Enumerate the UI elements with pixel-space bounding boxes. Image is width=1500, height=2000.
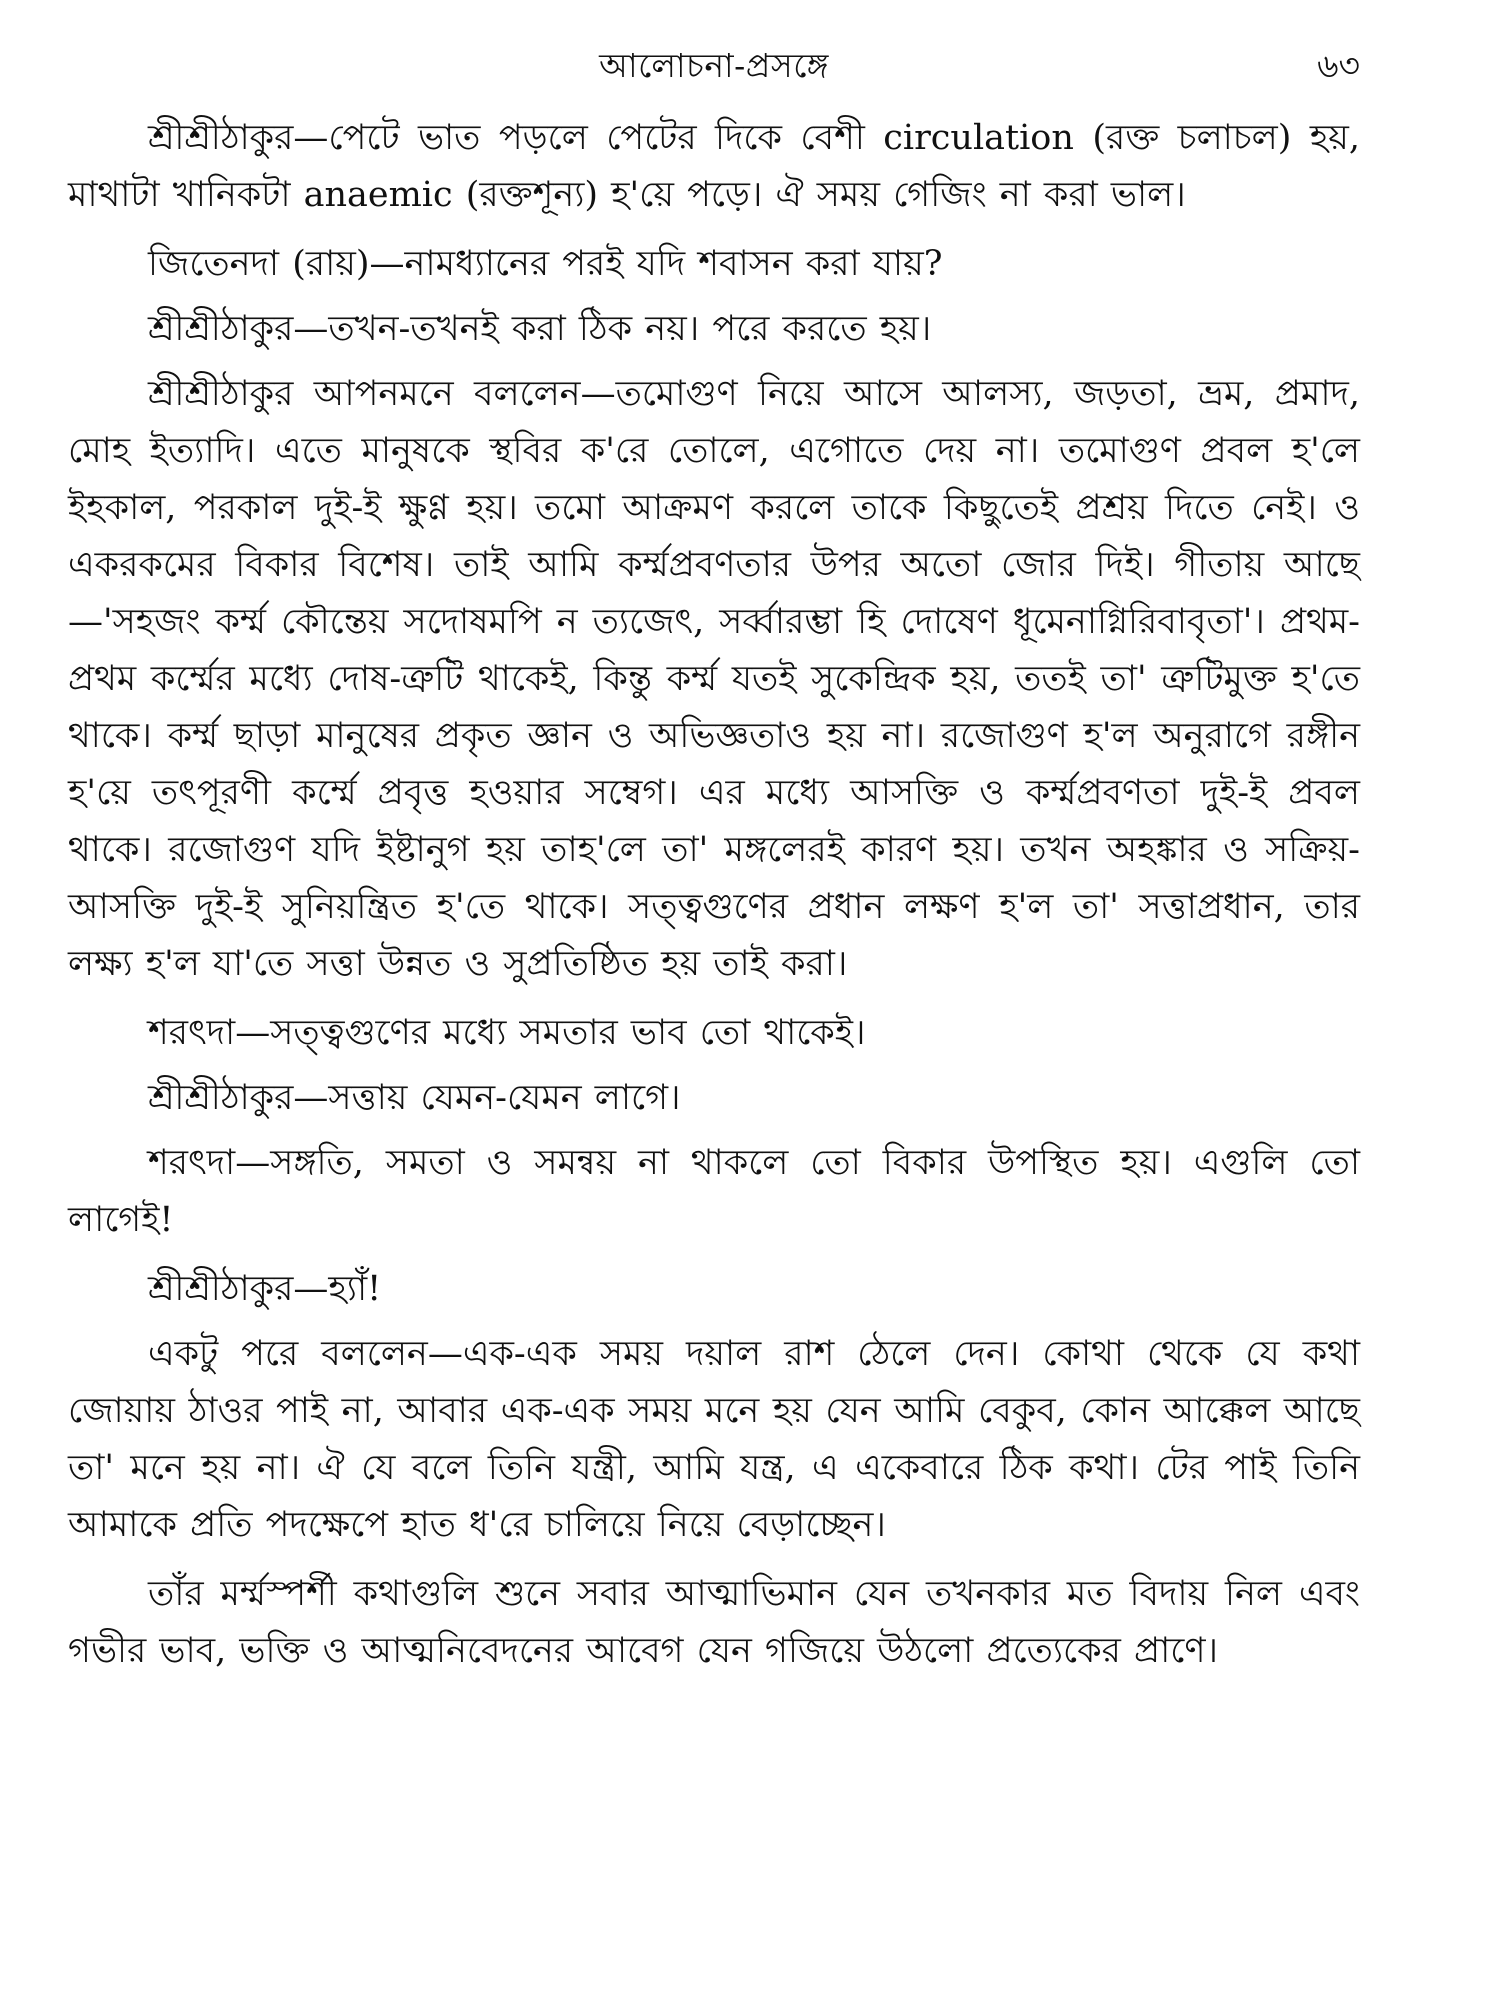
- running-header: [68, 36, 1360, 96]
- paragraph: তাঁর মর্ম্মস্পর্শী কথাগুলি শুনে সবার আত্মাভিমান যেন তখনকার মত বিদায় নিল এবং গভীর ভাব, ভক্তি ও আত্মনিবেদনের আবেগ যেন গজিয়ে উঠলো প্রত্যেকের প্রাণে।: [68, 1574, 1360, 1671]
- paragraph: শ্রীশ্রীঠাকুর—তখন-তখনই করা ঠিক নয়। পরে করতে হয়।: [148, 309, 932, 349]
- page-number: ৬৩: [1317, 46, 1360, 85]
- running-title: আলোচনা-প্রসঙ্গে: [599, 46, 829, 85]
- body-text: [68, 110, 1360, 1680]
- paragraph: একটু পরে বললেন—এক-এক সময় দয়াল রাশ ঠেলে দেন। কোথা থেকে যে কথা জোয়ায় ঠাওর পাই না, আবার এক-এক সময় মনে হয় যেন আমি বেকুব, কোন আক্কেল আছে তা' মনে হয় না। ঐ যে বলে তিনি যন্ত্রী, আমি যন্ত্র, এ একেবারে ঠিক কথা। টের পাই তিনি আমাকে প্রতি পদক্ষেপে হাত ধ'রে চালিয়ে নিয়ে বেড়াচ্ছেন।: [68, 1334, 1360, 1545]
- paragraph: শ্রীশ্রীঠাকুর—পেটে ভাত পড়লে পেটের দিকে বেশী circulation (রক্ত চলাচল) হয়, মাথাটা খানিকটা anaemic (রক্তশূন্য) হ'য়ে পড়ে। ঐ সময় গেজিং না করা ভাল।: [68, 118, 1360, 215]
- paragraph: শ্রীশ্রীঠাকুর—হ্যাঁ!: [148, 1269, 382, 1309]
- paragraph: শ্রীশ্রীঠাকুর—সত্তায় যেমন-যেমন লাগে।: [148, 1078, 681, 1118]
- paragraph: শ্রীশ্রীঠাকুর আপনমনে বললেন—তমোগুণ নিয়ে আসে আলস্য, জড়তা, ভ্রম, প্রমাদ, মোহ ইত্যাদি। এতে মানুষকে স্থবির ক'রে তোলে, এগোতে দেয় না। তমোগুণ প্রবল হ'লে ইহকাল, পরকাল দুই-ই ক্ষুণ্ণ হয়। তমো আক্রমণ করলে তাকে কিছুতেই প্রশ্রয় দিতে নেই। ও একরকমের বিকার বিশেষ। তাই আমি কর্ম্মপ্রবণতার উপর অতো জোর দিই। গীতায় আছে—'সহজং কর্ম্ম কৌন্তেয় সদোষমপি ন ত্যজেৎ, সর্ব্বারম্ভা হি দোষেণ ধূমেনাগ্নিরিবাবৃতা'। প্রথম-প্রথম কর্ম্মের মধ্যে দোষ-ত্রুটি থাকেই, কিন্তু কর্ম্ম যতই সুকেন্দ্রিক হয়, ততই তা' ত্রুটিমুক্ত হ'তে থাকে। কর্ম্ম ছাড়া মানুষের প্রকৃত জ্ঞান ও অভিজ্ঞতাও হয় না। রজোগুণ হ'ল অনুরাগে রঙ্গীন হ'য়ে তৎপূরণী কর্ম্মে প্রবৃত্ত হওয়ার সম্বেগ। এর মধ্যে আসক্তি ও কর্ম্মপ্রবণতা দুই-ই প্রবল থাকে। রজোগুণ যদি ইষ্টানুগ হয় তাহ'লে তা' মঙ্গলেরই কারণ হয়। তখন অহঙ্কার ও সক্রিয়-আসক্তি দুই-ই সুনিয়ন্ত্রিত হ'তে থাকে। সত্ত্বগুণের প্রধান লক্ষণ হ'ল তা' সত্তাপ্রধান, তার লক্ষ্য হ'ল যা'তে সত্তা উন্নত ও সুপ্রতিষ্ঠিত হয় তাই করা।: [68, 374, 1360, 984]
- paragraph: শরৎদা—সঙ্গতি, সমতা ও সমন্বয় না থাকলে তো বিকার উপস্থিত হয়। এগুলি তো লাগেই!: [68, 1143, 1360, 1240]
- paragraph: শরৎদা—সত্ত্বগুণের মধ্যে সমতার ভাব তো থাকেই।: [148, 1013, 866, 1053]
- paragraph: জিতেনদা (রায়)—নামধ্যানের পরই যদি শবাসন করা যায়?: [148, 244, 943, 284]
